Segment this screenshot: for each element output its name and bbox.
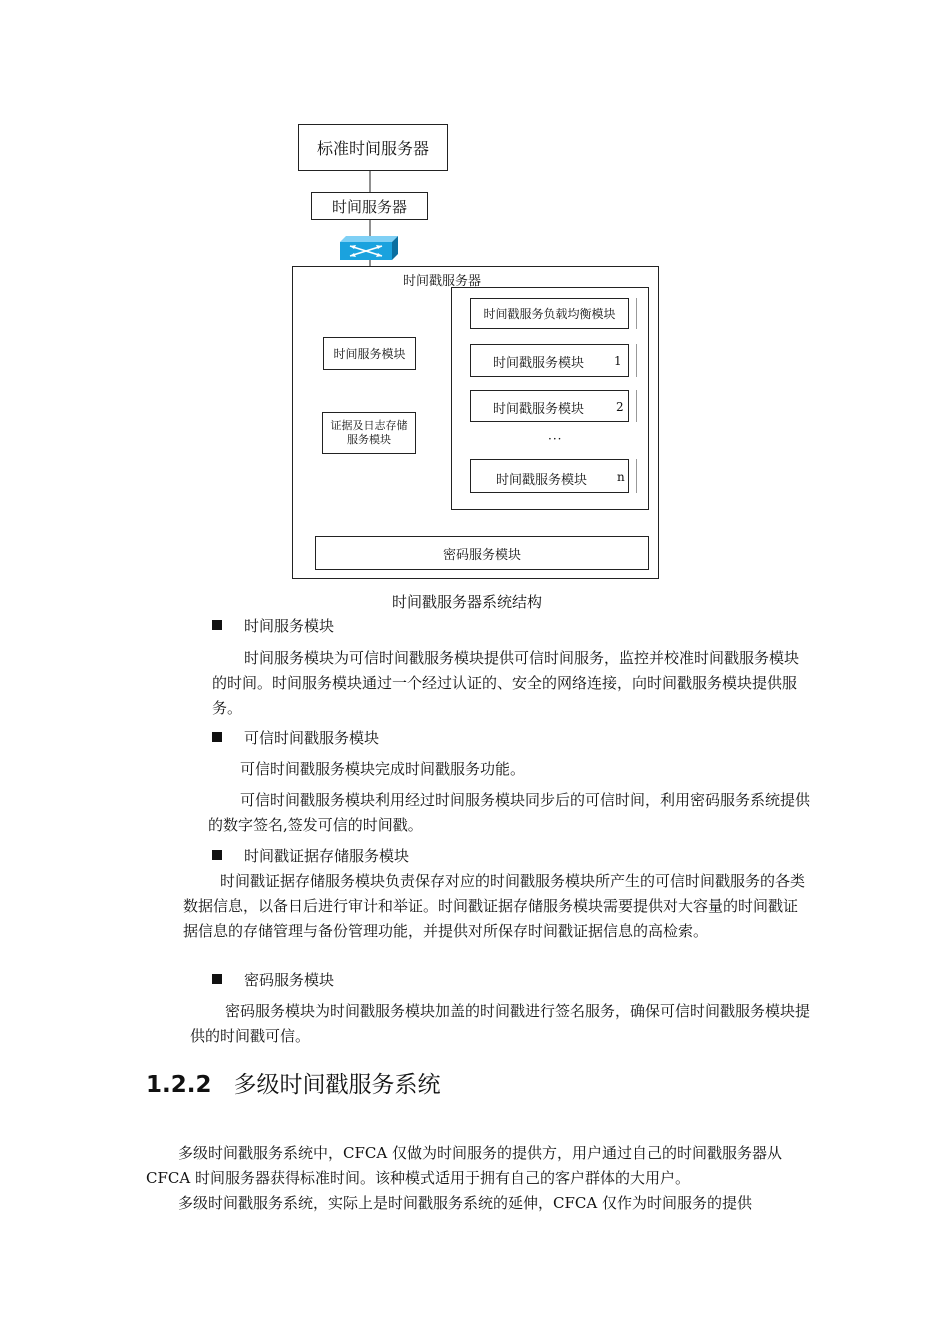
section-heading-trusted-timestamp: [212, 727, 379, 749]
standard-time-server-label: 标准时间服务器: [316, 139, 429, 158]
standard-time-server-box: [298, 124, 448, 171]
paragraph: 可信时间戳服务模块完成时间戳服务功能。: [240, 760, 526, 778]
load-balancing-module-label: 时间戳服务负载均衡模块: [483, 307, 616, 321]
timestamp-module-2-index: 2: [616, 400, 624, 414]
timestamp-server-title: 时间戳服务器: [403, 274, 482, 289]
evidence-storage-module-label: 证据及日志存储服务模块: [330, 419, 408, 446]
timestamp-module-1-label: 时间戳服务模块: [493, 356, 585, 371]
section-heading-evidence-storage: [212, 845, 409, 867]
bullet-square-icon: [212, 850, 222, 860]
section-title: 多级时间戳服务系统: [233, 1072, 441, 1098]
diagram-caption: 时间戳服务器系统结构: [392, 593, 543, 611]
timestamp-module-1-box: [470, 344, 629, 377]
bullet-square-icon: [212, 732, 222, 742]
timestamp-module-n-box: [470, 459, 629, 493]
bullet-square-icon: [212, 620, 222, 630]
section-heading-crypto: [212, 969, 334, 991]
timestamp-module-2-label: 时间戳服务模块: [493, 402, 585, 417]
paragraph: 时间服务模块为可信时间戳服务模块提供可信时间服务，监控并校准时间戳服务模块的时间。时间服务模块通过一个经过认证的、安全的网络连接，向时间戳服务模块提供服务。: [212, 649, 800, 717]
time-service-module-label: 时间服务模块: [333, 347, 406, 361]
timestamp-module-2-box: [470, 390, 629, 422]
section-heading-time-service: [212, 615, 334, 637]
section-heading-text: 时间戳证据存储服务模块: [244, 847, 410, 865]
time-service-module-box: [323, 337, 416, 370]
section-number: 1.2.2: [146, 1072, 212, 1098]
paragraph: 可信时间戳服务模块利用经过时间服务模块同步后的可信时间，利用密码服务系统提供的数字签名,签发可信的时间戳。: [208, 791, 811, 834]
load-balancing-module-box: [470, 298, 629, 329]
bullet-square-icon: [212, 974, 222, 984]
section-heading-text: 密码服务模块: [244, 971, 335, 989]
crypto-service-module-label: 密码服务模块: [442, 547, 521, 563]
evidence-storage-module-box: [322, 412, 416, 454]
section-heading-text: 可信时间戳服务模块: [244, 729, 380, 747]
paragraph: 多级时间戳服务系统中，CFCA 仅做为时间服务的提供方，用户通过自己的时间戳服务器从 CFCA 时间服务器获得标准时间。该种模式适用于拥有自己的客户群体的大用户。: [146, 1144, 782, 1187]
timestamp-module-n-label: 时间戳服务模块: [496, 473, 588, 488]
paragraph: 多级时间戳服务系统，实际上是时间戳服务系统的延伸，CFCA 仅作为时间服务的提供: [178, 1194, 752, 1212]
crypto-service-module-box: [315, 536, 649, 570]
paragraph: 时间戳证据存储服务模块负责保存对应的时间戳服务模块所产生的可信时间戳服务的各类数据信息，以备日后进行审计和举证。时间戳证据存储服务模块需要提供对大容量的时间戳证据信息的存储管理与备份管理功能，并提供对所保存时间戳证据信息的高检索。: [183, 872, 806, 940]
time-server-label: 时间服务器: [331, 197, 407, 216]
network-switch-icon: [340, 236, 398, 260]
module-ellipsis: ···: [548, 432, 563, 446]
timestamp-module-n-index: n: [617, 470, 625, 484]
timestamp-module-1-index: 1: [614, 354, 622, 368]
paragraph: 密码服务模块为时间戳服务模块加盖的时间戳进行签名服务，确保可信时间戳服务模块提供的时间戳可信。: [190, 1002, 811, 1045]
section-1-2-2-heading: [146, 1066, 441, 1099]
time-server-box: [311, 192, 428, 220]
section-heading-text: 时间服务模块: [244, 617, 335, 635]
